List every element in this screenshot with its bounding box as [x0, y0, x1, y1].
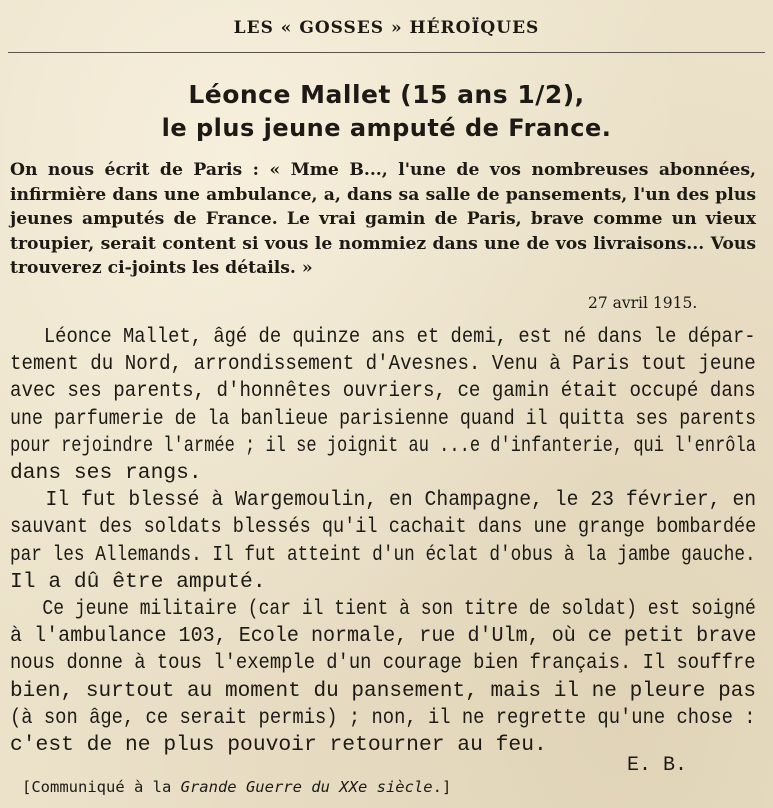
section-header: LES « GOSSES » HÉROÏQUES — [233, 18, 540, 38]
credit-publication: Grande Guerre du XXe siècle — [180, 778, 433, 796]
body-line: Léonce Mallet, âgé de quinze ans et demi, est né dans le dépar- — [10, 325, 756, 349]
body-line: par les Allemands. Il fut atteint d'un éclat d'obus à la jambe gauche. — [10, 542, 756, 567]
signature: E. B. — [627, 754, 688, 777]
intro-line: jeunes amputés de France. Le vrai gamin de Paris, brave comme un vieux — [10, 209, 756, 229]
body-line: avec ses parents, d'honnêtes ouvriers, ce gamin était occupé dans — [10, 379, 756, 404]
body-line: tement du Nord, arrondissement d'Avesnes. Venu à Paris tout jeune — [10, 352, 756, 377]
header-rule — [8, 52, 765, 53]
body-line: Il fut blessé à Wargemoulin, en Champagne, le 23 février, en — [10, 488, 757, 513]
body-line: (à son âge, ce serait permis) ; non, il ne regrette qu'une chose : — [10, 705, 756, 730]
body-line: c'est de ne plus pouvoir retourner au feu. — [10, 733, 547, 757]
intro-line: troupier, serait content si vous le nommiez dans une de vos livraisons... Vous — [10, 233, 756, 254]
body-line: sauvant des soldats blessés qu'il cachait dans une grange bombardée — [10, 515, 757, 540]
article-title-line-2: le plus jeune amputé de France. — [161, 114, 612, 142]
body-line: à l'ambulance 103, Ecole normale, rue d'Ulm, où ce petit brave — [10, 624, 757, 649]
body-line: Il a dû être amputé. — [10, 569, 266, 594]
body-line: Ce jeune militaire (car il tient à son titre de soldat) est soigné — [10, 597, 756, 621]
intro-line: infirmière dans une ambulance, a, dans sa salle de pansements, l'un des plus — [10, 184, 756, 205]
body-line: bien, surtout au moment du pansement, mais il ne pleure pas — [10, 678, 757, 703]
body-line: pour rejoindre l'armée ; il se joignit au ...e d'infanterie, qui l'enrôla — [10, 433, 756, 458]
body-line: dans ses rangs. — [10, 461, 202, 485]
body-line: une parfumerie de la banlieue parisienne quand il quitta ses parents — [10, 406, 757, 431]
letter-date: 27 avril 1915. — [588, 294, 698, 312]
intro-line: trouverez ci-joints les détails. » — [10, 258, 313, 278]
intro-line: On nous écrit de Paris : « Mme B..., l'une de vos nombreuses abonnées, — [10, 160, 756, 180]
article-title-line-1: Léonce Mallet (15 ans 1/2), — [188, 80, 585, 109]
credit-line — [22, 778, 451, 796]
credit-suffix: .] — [432, 778, 452, 796]
body-line: nous donne à tous l'exemple d'un courage bien français. Il souffre — [10, 651, 756, 676]
credit-prefix: [Communiqué à la — [22, 778, 181, 796]
